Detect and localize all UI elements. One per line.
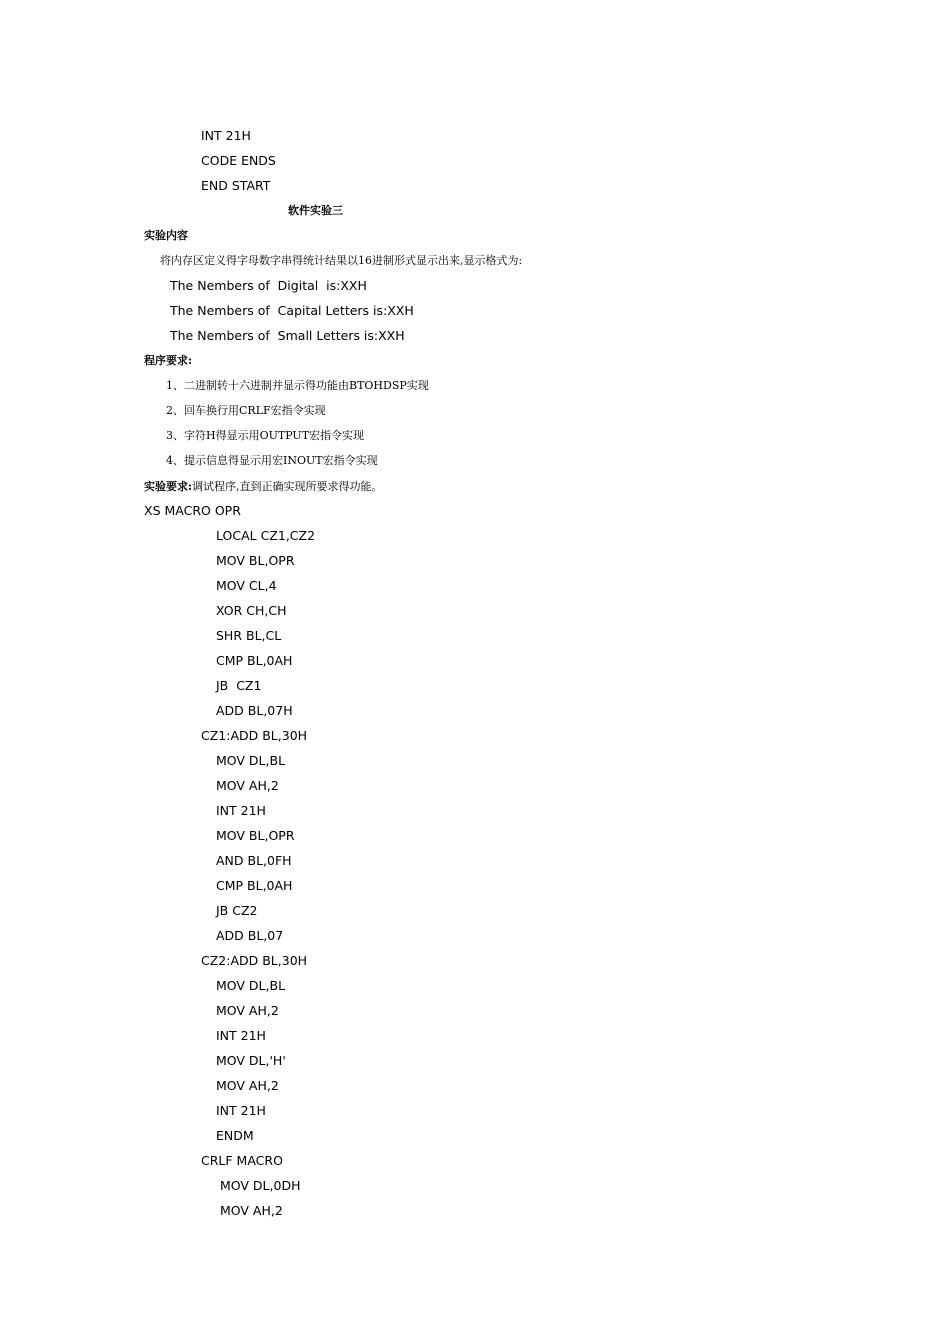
code-line: END START [201, 178, 271, 193]
program-req-item: 2、回车换行用CRLF宏指令实现 [166, 404, 326, 417]
code-line: MOV BL,OPR [216, 553, 295, 568]
code-line: MOV AH,2 [220, 1203, 283, 1218]
code-line: ENDM [216, 1128, 254, 1143]
code-line: INT 21H [216, 803, 266, 818]
code-label-line: CZ1:ADD BL,30H [201, 728, 308, 743]
code-line: SHR BL,CL [216, 628, 282, 643]
exp-req-heading: 实验要求: [144, 480, 193, 493]
code-line: INT 21H [216, 1103, 266, 1118]
program-req-heading: 程序要求: [144, 354, 193, 367]
code-line: LOCAL CZ1,CZ2 [216, 528, 316, 543]
code-line: INT 21H [216, 1028, 266, 1043]
code-line: INT 21H [201, 128, 251, 143]
format-line: The Nembers of Capital Letters is:XXH [170, 303, 414, 318]
exp-req-text: 调试程序,直到正确实现所要求得功能。 [192, 480, 383, 493]
program-req-item: 4、提示信息得显示用宏INOUT宏指令实现 [166, 454, 378, 467]
code-line: MOV DL,'H' [216, 1053, 286, 1068]
code-line: MOV AH,2 [216, 1003, 279, 1018]
code-line: CODE ENDS [201, 153, 276, 168]
code-line: MOV BL,OPR [216, 828, 295, 843]
code-line: ADD BL,07H [216, 703, 293, 718]
code-line: ADD BL,07 [216, 928, 284, 943]
code-line: CMP BL,0AH [216, 653, 293, 668]
code-line: AND BL,0FH [216, 853, 292, 868]
macro-header: XS MACRO OPR [144, 503, 241, 518]
content-heading: 实验内容 [144, 229, 188, 242]
code-line: XOR CH,CH [216, 603, 287, 618]
code-line: MOV DL,BL [216, 753, 286, 768]
code-line: MOV AH,2 [216, 1078, 279, 1093]
program-req-item: 1、二进制转十六进制并显示得功能由BTOHDSP实现 [166, 379, 429, 392]
code-line: CMP BL,0AH [216, 878, 293, 893]
format-line: The Nembers of Small Letters is:XXH [170, 328, 405, 343]
code-label-line: CZ2:ADD BL,30H [201, 953, 308, 968]
content-intro: 将内存区定义得字母数字串得统计结果以16进制形式显示出来,显示格式为: [160, 254, 523, 267]
code-line: MOV DL,0DH [220, 1178, 301, 1193]
code-label-line: CRLF MACRO [201, 1153, 283, 1168]
code-line: MOV CL,4 [216, 578, 277, 593]
code-line: JB CZ2 [216, 903, 258, 918]
code-line: MOV DL,BL [216, 978, 286, 993]
program-req-item: 3、字符H得显示用OUTPUT宏指令实现 [166, 429, 365, 442]
format-line: The Nembers of Digital is:XXH [170, 278, 367, 293]
section-title: 软件实验三 [288, 204, 343, 217]
code-line: MOV AH,2 [216, 778, 279, 793]
exp-req-line [144, 478, 383, 495]
code-line: JB CZ1 [216, 678, 262, 693]
